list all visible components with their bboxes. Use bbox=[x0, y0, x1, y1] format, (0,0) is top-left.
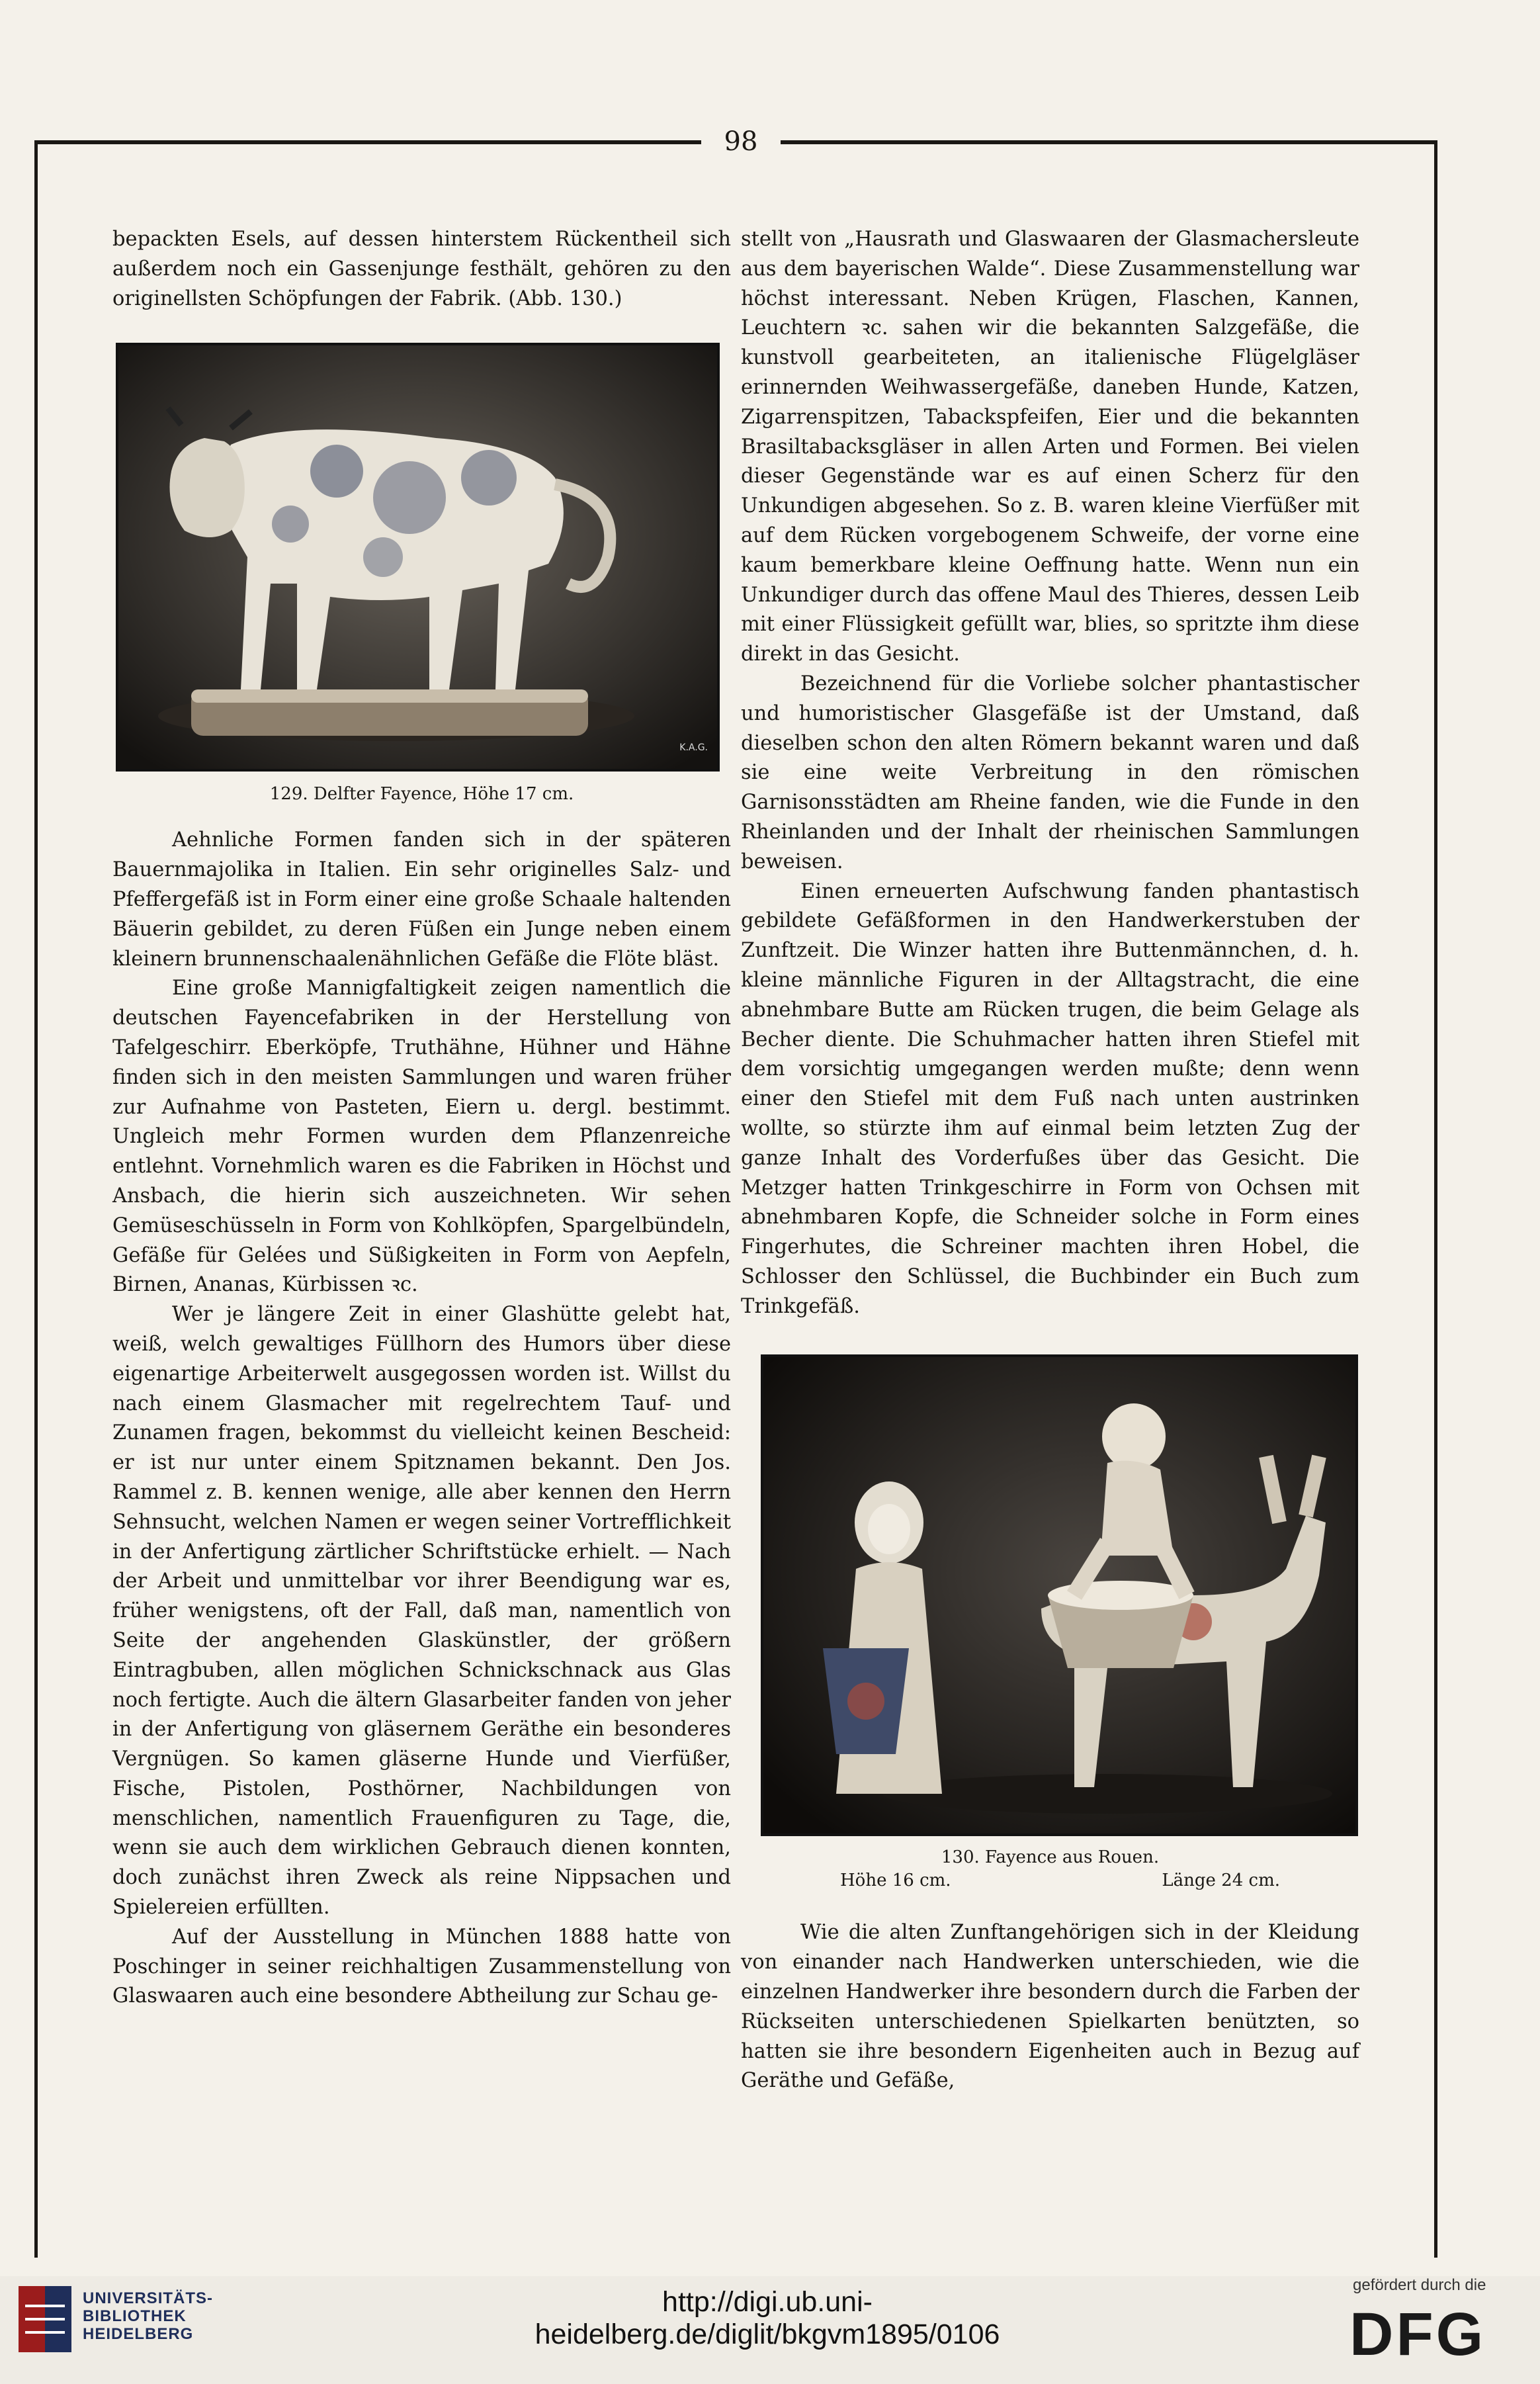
dfg-logo: DFG bbox=[1349, 2301, 1486, 2368]
frame-right-rule bbox=[1434, 140, 1437, 2258]
right-para-1: stellt von „Hausrath und Glaswaaren der Glasmachersleute aus dem bayerischen Walde“. Diese Zusammenstellung war höchst interessant. Neben Krügen, Flaschen, Kannen, Leuchtern ꝛc. sahen wir die bekannten Salzgefäße, die kunstvoll gearbeiteten, an italienische Flügelgläser erinnernden Weihwassergefäße, daneben Hunde, Katzen, Zigarrenspitzen, Tabackspfeifen, Eier und die bekannten Brasiltabacksgläser in allen Arten und Formen. Bei vielen dieser Gegenstände war es auf einen Scherz für den Unkundigen abgesehen. So z. B. waren kleine Vierfüßer mit auf dem Rücken vorgebogenem Schweife, der vorne eine kaum bemerkbare kleine Oeffnung hatte. Wenn nun ein Unkundiger durch das offene Maul des Thieres, dessen Leib mit einer Flüssigkeit gefüllt war, blies, so spritzte ihm diese direkt in das Gesicht. bbox=[741, 228, 1359, 666]
right-para-3: Einen erneuerten Aufschwung fanden phantastisch gebildete Gefäßformen in den Handwerkerstuben der Zunftzeit. Die Winzer hatten ihre Buttenmännchen, d. h. kleine männliche Figuren in der Alltagstracht, die eine abnehmbare Butte am Rücken trugen, die beim Gelage als Becher diente. Die Schuhmacher hatten ihren Stiefel mit dem vorsichtig umgegangen werden mußte; denn wenn einer den Stiefel mit dem Fuß nach unten austrinken wollte, so stürzte ihm auf einmal beim letzten Zug der ganze Inhalt des Vorderfußes über das Gesicht. Die Metzger hatten Trinkgeschirre in Form von Ochsen mit abnehmbaren Kopfe, die Schneider solche in Form eines Fingerhutes, die Schreiner machten ihren Hobel, die Schlosser den Schlüssel, die Buchbinder ein Buch zum Trinkgefäß. bbox=[741, 879, 1359, 1318]
left-para-4: Wer je längere Zeit in einer Glashütte gelebt hat, weiß, welch gewaltiges Füllhorn des Humors über diese eigenartige Arbeiterwelt ausgegossen worden ist. Willst du nach einem Glasmacher mit regelrechtem Tauf- und Zunamen fragen, bekommst du vielleicht keinen Bescheid: er ist nur unter einem Spitznamen bekannt. Den Jos. Rammel z. B. kennen wenige, alle aber kennen den Herrn Sehnsucht, welchen Namen er wegen seiner Vortrefflichkeit in der Anfertigung zärtlicher Schriftstücke erhielt. — Nach der Arbeit und unmittelbar vor ihrer Beendigung war es, früher wenigstens, oft der Fall, daß man, namentlich von Seite der angehenden Glaskünstler, der größern Eintragbuben, allen möglichen Schnickschnack aus Glas noch fertigte. Auch die ältern Glasarbeiter fanden von jeher in der Anfertigung von gläsernem Geräthe ein besonderes Vergnügen. So kamen gläserne Hunde und Vierfüßer, Fische, Pistolen, Posthörner, Nachbildungen von menschlichen, namentlich Frauenfiguren zu Tage, die, wenn sie auch dem wirklichen Gebrauch dienen konnten, doch zunächst ihren Zweck als reine Nippsachen und Spielereien erfüllten. bbox=[112, 1303, 731, 1920]
library-name-line-1: UNIVERSITÄTS- bbox=[83, 2289, 214, 2307]
figure-rouen-photo bbox=[761, 1354, 1358, 1836]
right-para-4: Wie die alten Zunftangehörigen sich in der Kleidung von einander nach Handwerken unterschieden, wie die einzelnen Handwerker ihre besondern durch die Farben der Rückseiten unterschiedenen Spielkarten benützten, so hatten sie ihre besondern Eigenheiten auch in Bezug auf Geräthe und Gefäße, bbox=[741, 1921, 1359, 2093]
funding-note: gefördert durch die bbox=[1353, 2276, 1486, 2294]
right-column bbox=[741, 225, 1359, 2096]
cow-figurine-icon bbox=[118, 345, 717, 769]
frame-left-rule bbox=[34, 140, 38, 2258]
page-number: 98 bbox=[701, 123, 781, 160]
photo-signature: K.A.G. bbox=[679, 742, 708, 753]
figure-130-height: Höhe 16 cm. bbox=[840, 1871, 951, 1891]
left-para-1: bepackten Esels, auf dessen hinterstem Rückentheil sich außerdem noch ein Gassenjunge festhält, gehören zu den originellsten Schöpfungen der Fabrik. (Abb. 130.) bbox=[112, 228, 731, 310]
figure-129-caption: 129. Delfter Fayence, Höhe 17 cm. bbox=[269, 784, 574, 805]
figure-cow-photo bbox=[116, 343, 720, 772]
left-para-3: Eine große Mannigfaltigkeit zeigen namentlich die deutschen Fayencefabriken in der Herstellung von Tafelgeschirr. Eberköpfe, Truthähne, Hühner und Hähne finden sich in den meisten Sammlungen und waren früher zur Aufnahme von Pasteten, Eiern u. dergl. bestimmt. Ungleich mehr Formen wurden dem Pflanzenreiche entlehnt. Vornehmlich waren es die Fabriken in Höchst und Ansbach, die hierin sich auszeichneten. Wir sehen Gemüseschüsseln in Form von Kohlköpfen, Spargelbündeln, Gefäße für Gelées und Süßigkeiten in Form von Aepfeln, Birnen, Ananas, Kürbissen ꝛc. bbox=[112, 977, 731, 1297]
library-name bbox=[83, 2289, 213, 2343]
figure-130-dimensions bbox=[741, 1869, 1359, 1892]
left-para-2: Aehnliche Formen fanden sich in der späteren Bauernmajolika in Italien. Ein sehr originelles Salz- und Pfeffergefäß ist in Form einer eine große Schaale haltenden Bäuerin gebildet, zu deren Füßen ein Junge neben einem kleinern brunnenschaalenähnlichen Gefäße die Flöte bläst. bbox=[112, 828, 731, 971]
university-library-logo-icon bbox=[12, 2279, 78, 2359]
source-url-link[interactable]: http://digi.ub.uni-heidelberg.de/diglit/bkgvm1895/0106 bbox=[535, 2286, 1000, 2350]
left-column bbox=[112, 225, 731, 2011]
right-para-2: Bezeichnend für die Vorliebe solcher phantastischer und humoristischer Glasgefäße ist der Umstand, daß dieselben schon den alten Römern bekannt waren und daß sie eine weite Verbreitung in den römischen Garnisonsstädten am Rheine fanden, wie die Funde in den Rheinlanden und der Inhalt der rheinischen Sammlungen beweisen. bbox=[741, 672, 1359, 873]
rouen-faience-figures-icon bbox=[763, 1357, 1355, 1833]
left-para-5: Auf der Ausstellung in München 1888 hatte von Poschinger in seiner reichhaltigen Zusammenstellung von Glaswaaren auch eine besondere Abtheilung zur Schau ge- bbox=[112, 1925, 731, 2008]
figure-130-length: Länge 24 cm. bbox=[1162, 1871, 1280, 1891]
figure-130-caption: 130. Fayence aus Rouen. bbox=[941, 1847, 1160, 1868]
library-name-line-2: BIBLIOTHEK bbox=[83, 2307, 187, 2325]
library-name-line-3: HEIDELBERG bbox=[83, 2325, 194, 2343]
